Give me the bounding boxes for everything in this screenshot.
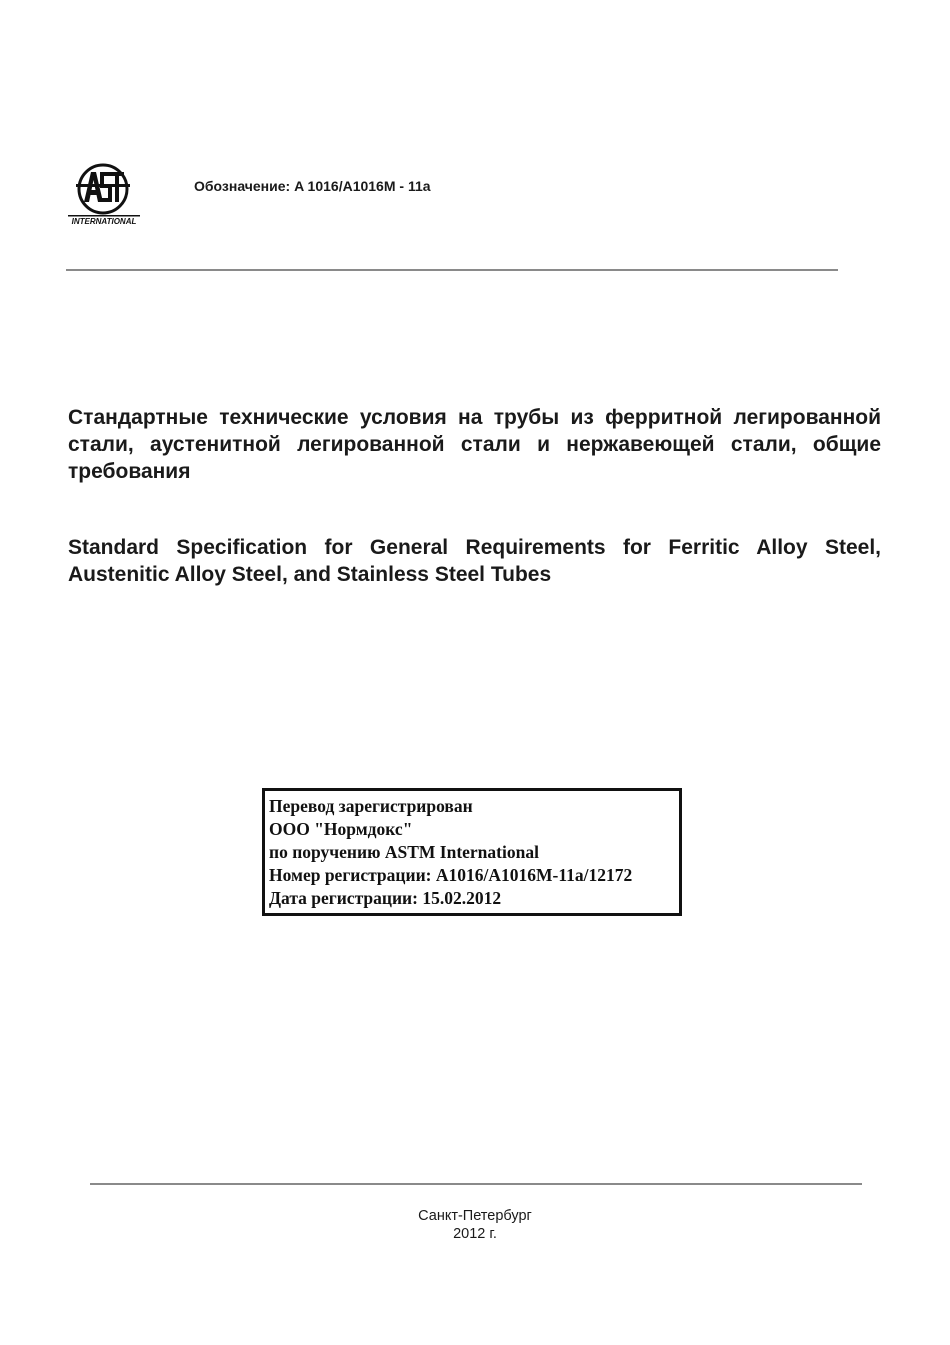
footer-city: Санкт-Петербург xyxy=(418,1208,532,1224)
registration-line: Перевод зарегистрирован xyxy=(269,796,473,816)
registration-on-behalf: по поручению ASTM International xyxy=(269,842,539,862)
registration-stamp xyxy=(262,788,682,916)
header-divider xyxy=(66,269,838,271)
registration-number: Номер регистрации: A1016/A1016M-11a/12172 xyxy=(269,865,633,885)
title-english: Standard Specification for General Requirements for Ferritic Alloy Steel, Austenitic Alloy Steel, and Stainless Steel Tubes xyxy=(68,536,881,586)
title-russian: Стандартные технические условия на трубы из ферритной легированной стали, аустенитной легированной стали и нержавеющей стали, общие требования xyxy=(68,406,881,483)
astm-logo-icon xyxy=(66,160,144,228)
svg-text:INTERNATIONAL: INTERNATIONAL xyxy=(71,217,137,226)
registration-organization: ООО "Нормдокс" xyxy=(269,819,413,839)
registration-date: Дата регистрации: 15.02.2012 xyxy=(269,888,502,908)
footer xyxy=(0,1207,950,1243)
footer-year: 2012 г. xyxy=(453,1226,497,1242)
document-designation: Обозначение: A 1016/A1016M - 11a xyxy=(194,178,431,194)
footer-divider xyxy=(90,1183,862,1185)
